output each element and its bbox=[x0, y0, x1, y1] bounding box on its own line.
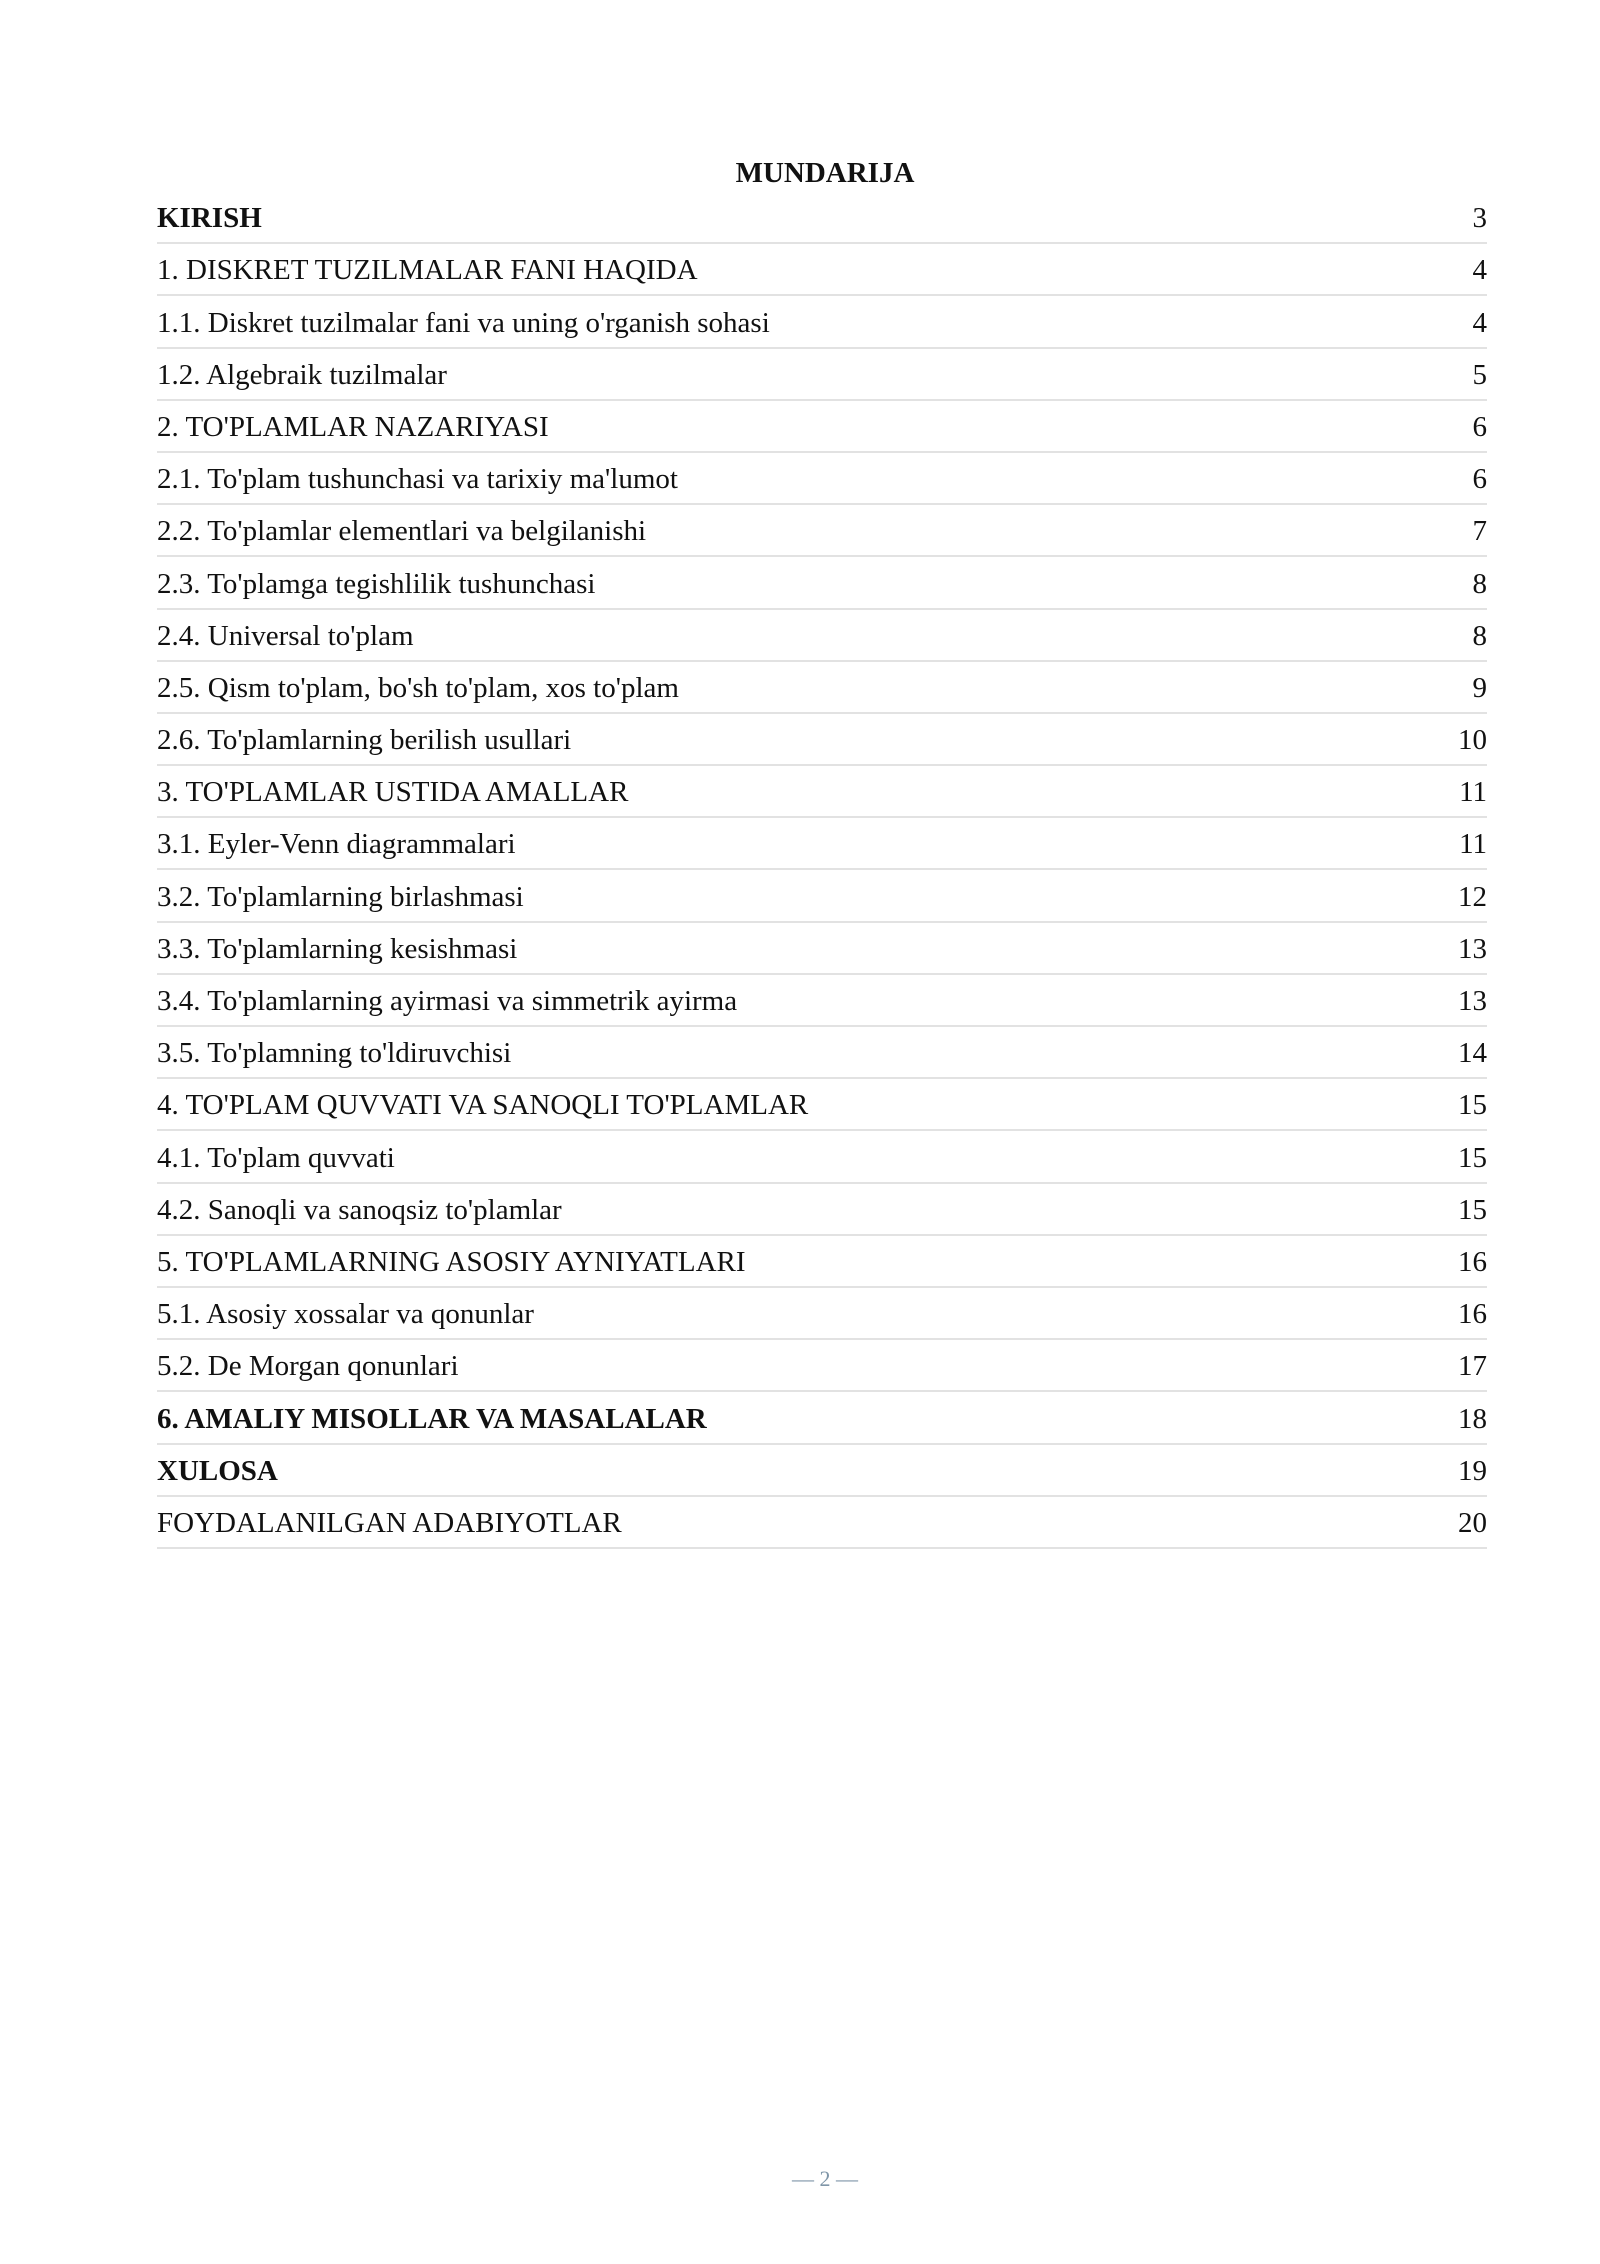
toc-entry[interactable] bbox=[157, 870, 1487, 922]
toc-entry-text: 3.1. Eyler-Venn diagrammalari bbox=[157, 828, 516, 861]
toc-entry[interactable] bbox=[157, 1392, 1487, 1444]
toc-entry[interactable] bbox=[157, 192, 1487, 244]
toc-entry-page: 13 bbox=[1458, 932, 1487, 965]
toc-entry-page: 13 bbox=[1458, 985, 1487, 1017]
toc-entry[interactable] bbox=[157, 453, 1487, 505]
toc-entry-text: 2.3. To'plamga tegishlilik tushunchasi bbox=[157, 567, 596, 600]
toc-entry-text: 5. TO'PLAMLARNING ASOSIY AYNIYATLARI bbox=[157, 1245, 746, 1278]
toc-entry[interactable] bbox=[157, 296, 1487, 348]
toc-entry[interactable] bbox=[157, 714, 1487, 766]
toc-entry[interactable] bbox=[157, 1236, 1487, 1288]
toc-entry-page: 8 bbox=[1472, 567, 1487, 600]
toc-entry[interactable] bbox=[157, 1288, 1487, 1340]
toc-entry[interactable] bbox=[157, 349, 1487, 401]
toc-entry-page: 14 bbox=[1458, 1037, 1487, 1070]
toc-entry-text: XULOSA bbox=[157, 1454, 278, 1487]
toc-entry[interactable] bbox=[157, 1079, 1487, 1131]
table-of-contents bbox=[157, 192, 1487, 1549]
toc-entry-text: 4. TO'PLAM QUVVATI VA SANOQLI TO'PLAMLAR bbox=[157, 1089, 809, 1122]
toc-entry-page: 12 bbox=[1458, 880, 1487, 913]
toc-entry-page: 6 bbox=[1472, 410, 1487, 443]
toc-entry-text: 2.2. To'plamlar elementlari va belgilanishi bbox=[157, 515, 647, 548]
page-number: — 2 — bbox=[792, 2166, 858, 2191]
toc-entry-page: 20 bbox=[1458, 1506, 1487, 1539]
toc-entry-page: 16 bbox=[1458, 1298, 1487, 1331]
toc-entry[interactable] bbox=[157, 505, 1487, 557]
toc-entry-page: 10 bbox=[1458, 724, 1487, 757]
toc-entry[interactable] bbox=[157, 1497, 1487, 1549]
toc-entry-page: 5 bbox=[1472, 358, 1487, 391]
toc-entry-text: 1.1. Diskret tuzilmalar fani va uning o'rganish sohasi bbox=[157, 306, 770, 339]
toc-entry-text: KIRISH bbox=[157, 202, 262, 235]
toc-entry-text: 4.2. Sanoqli va sanoqsiz to'plamlar bbox=[157, 1193, 562, 1226]
toc-entry-text: 6. AMALIY MISOLLAR VA MASALALAR bbox=[157, 1402, 707, 1435]
toc-entry[interactable] bbox=[157, 1340, 1487, 1392]
toc-entry-text: 3.3. To'plamlarning kesishmasi bbox=[157, 932, 518, 965]
toc-entry-text: FOYDALANILGAN ADABIYOTLAR bbox=[157, 1506, 622, 1539]
toc-entry-text: 3.4. To'plamlarning ayirmasi va simmetrik ayirma bbox=[157, 985, 738, 1017]
toc-entry-page: 11 bbox=[1459, 776, 1487, 809]
toc-entry-page: 9 bbox=[1472, 671, 1487, 704]
toc-entry-text: 2.6. To'plamlarning berilish usullari bbox=[157, 724, 572, 757]
toc-entry-text: 3. TO'PLAMLAR USTIDA AMALLAR bbox=[157, 776, 629, 809]
toc-entry-page: 18 bbox=[1458, 1402, 1487, 1435]
toc-entry-page: 7 bbox=[1472, 515, 1487, 548]
toc-entry-page: 16 bbox=[1458, 1245, 1487, 1278]
toc-entry-text: 2. TO'PLAMLAR NAZARIYASI bbox=[157, 410, 549, 443]
toc-entry[interactable] bbox=[157, 818, 1487, 870]
toc-entry[interactable] bbox=[157, 1445, 1487, 1497]
toc-entry-page: 4 bbox=[1472, 254, 1487, 287]
toc-entry[interactable] bbox=[157, 1184, 1487, 1236]
toc-entry[interactable] bbox=[157, 1131, 1487, 1183]
toc-entry-text: 2.4. Universal to'plam bbox=[157, 619, 414, 652]
toc-entry[interactable] bbox=[157, 662, 1487, 714]
toc-entry-page: 19 bbox=[1458, 1454, 1487, 1487]
toc-entry-page: 15 bbox=[1458, 1089, 1487, 1122]
toc-entry[interactable] bbox=[157, 557, 1487, 609]
toc-entry-text: 2.5. Qism to'plam, bo'sh to'plam, xos to'plam bbox=[157, 671, 679, 704]
toc-entry-page: 11 bbox=[1459, 828, 1487, 861]
toc-entry-page: 8 bbox=[1472, 619, 1487, 652]
toc-entry-text: 1. DISKRET TUZILMALAR FANI HAQIDA bbox=[157, 254, 698, 287]
toc-entry-text: 5.1. Asosiy xossalar va qonunlar bbox=[157, 1298, 534, 1331]
toc-entry-page: 4 bbox=[1472, 306, 1487, 339]
toc-entry[interactable] bbox=[157, 766, 1487, 818]
toc-entry-text: 1.2. Algebraik tuzilmalar bbox=[157, 358, 447, 391]
toc-entry-page: 15 bbox=[1458, 1193, 1487, 1226]
toc-entry-page: 6 bbox=[1472, 463, 1487, 496]
toc-entry-page: 3 bbox=[1472, 202, 1487, 235]
toc-entry-text: 3.2. To'plamlarning birlashmasi bbox=[157, 880, 524, 913]
toc-entry-text: 5.2. De Morgan qonunlari bbox=[157, 1350, 459, 1383]
toc-entry[interactable] bbox=[157, 923, 1487, 975]
toc-entry[interactable] bbox=[157, 401, 1487, 453]
toc-entry[interactable] bbox=[157, 244, 1487, 296]
toc-title: MUNDARIJA bbox=[735, 157, 915, 189]
toc-entry-text: 3.5. To'plamning to'ldiruvchisi bbox=[157, 1037, 512, 1070]
toc-entry[interactable] bbox=[157, 610, 1487, 662]
toc-entry-text: 2.1. To'plam tushunchasi va tarixiy ma'lumot bbox=[157, 463, 678, 496]
toc-entry[interactable] bbox=[157, 1027, 1487, 1079]
toc-entry-page: 17 bbox=[1458, 1350, 1487, 1383]
toc-entry-page: 15 bbox=[1458, 1141, 1487, 1174]
toc-entry-text: 4.1. To'plam quvvati bbox=[157, 1141, 395, 1174]
toc-entry[interactable] bbox=[157, 975, 1487, 1027]
